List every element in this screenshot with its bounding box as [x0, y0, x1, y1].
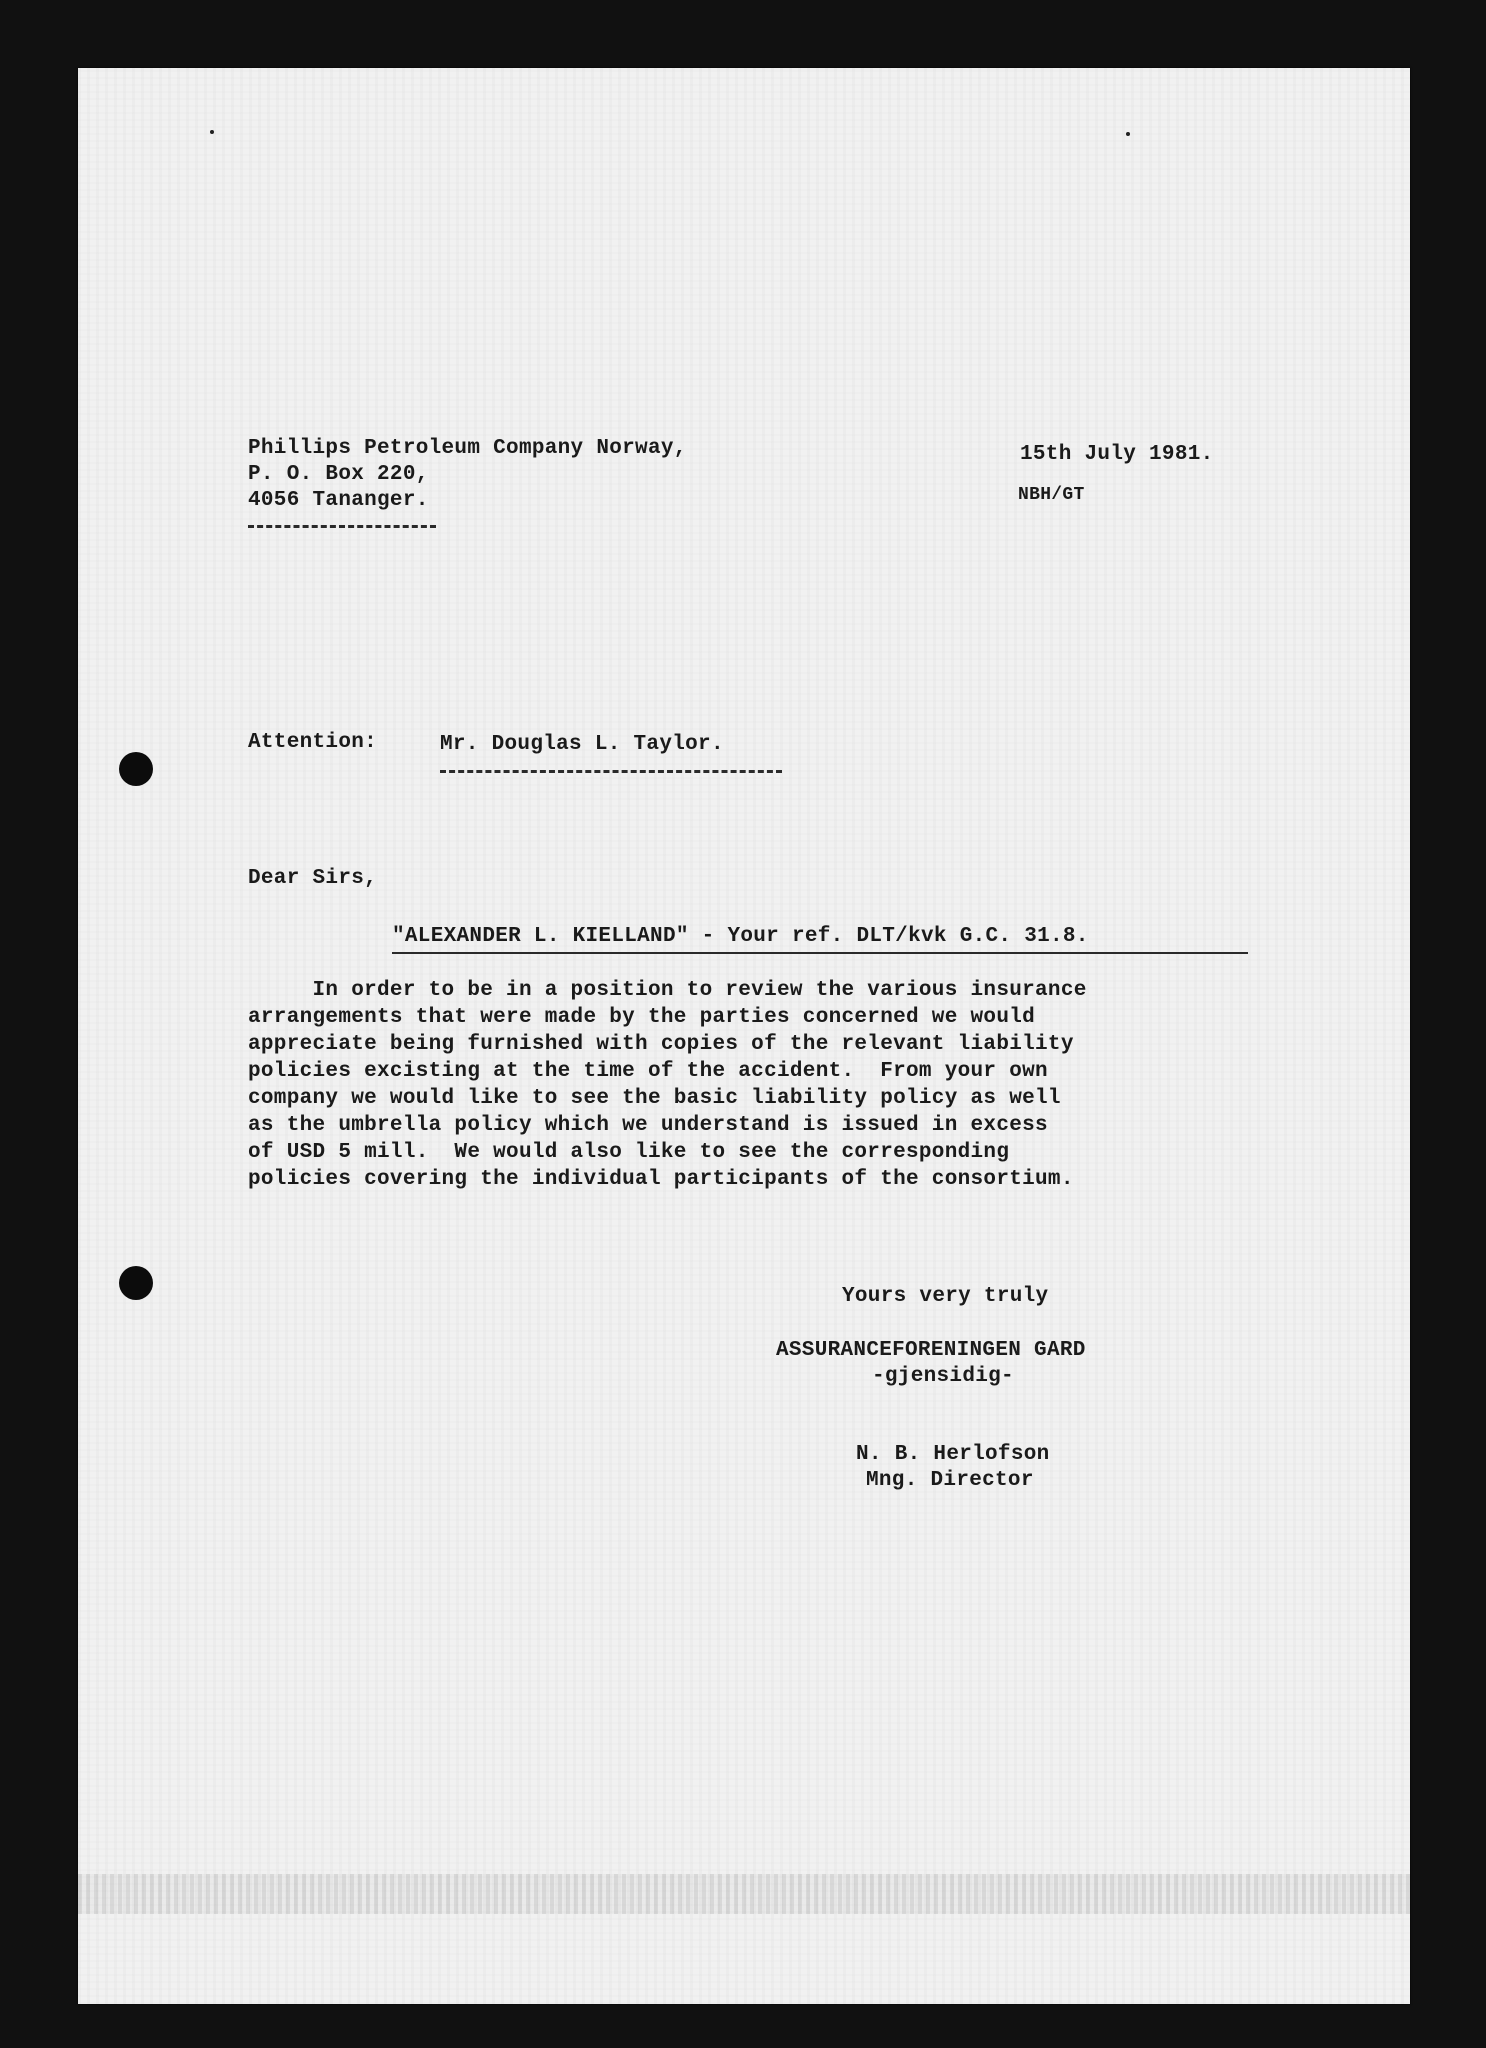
- attention-underline: [440, 770, 782, 773]
- subject-line: "ALEXANDER L. KIELLAND" - Your ref. DLT/kvk G.C. 31.8.: [392, 925, 1089, 948]
- paper-speck: [210, 130, 214, 134]
- recipient-line-3: 4056 Tananger.: [248, 489, 429, 512]
- body-line: as the umbrella policy which we understand is issued in excess: [248, 1114, 1048, 1137]
- signatory-name: N. B. Herlofson: [856, 1443, 1050, 1466]
- attention-name: Mr. Douglas L. Taylor.: [440, 733, 724, 756]
- subject-underline: [392, 952, 1248, 954]
- letter-page: [78, 68, 1410, 2004]
- company-form: -gjensidig-: [872, 1365, 1014, 1388]
- body-line: In order to be in a position to review the various insurance: [248, 979, 1087, 1002]
- recipient-line-1: Phillips Petroleum Company Norway,: [248, 437, 687, 460]
- body-line: arrangements that were made by the parties concerned we would: [248, 1006, 1036, 1029]
- body-line: appreciate being furnished with copies of the relevant liability: [248, 1033, 1074, 1056]
- signatory-title: Mng. Director: [866, 1469, 1034, 1492]
- body-line: policies covering the individual participants of the consortium.: [248, 1168, 1074, 1191]
- closing: Yours very truly: [842, 1285, 1049, 1308]
- body-line: company we would like to see the basic liability policy as well: [248, 1087, 1061, 1110]
- recipient-line-2: P. O. Box 220,: [248, 463, 429, 486]
- copy-smudge-band: [78, 1874, 1410, 1914]
- company-name: ASSURANCEFORENINGEN GARD: [776, 1339, 1086, 1362]
- reference-code: NBH/GT: [1018, 485, 1085, 505]
- letter-date: 15th July 1981.: [1020, 443, 1214, 466]
- attention-label: Attention:: [248, 731, 378, 754]
- punch-hole: [119, 752, 153, 786]
- paper-speck: [1126, 132, 1130, 136]
- punch-hole: [119, 1266, 153, 1300]
- salutation: Dear Sirs,: [248, 867, 378, 890]
- body-line: of USD 5 mill. We would also like to see the corresponding: [248, 1141, 1010, 1164]
- recipient-underline: [248, 525, 436, 528]
- body-line: policies excisting at the time of the accident. From your own: [248, 1060, 1048, 1083]
